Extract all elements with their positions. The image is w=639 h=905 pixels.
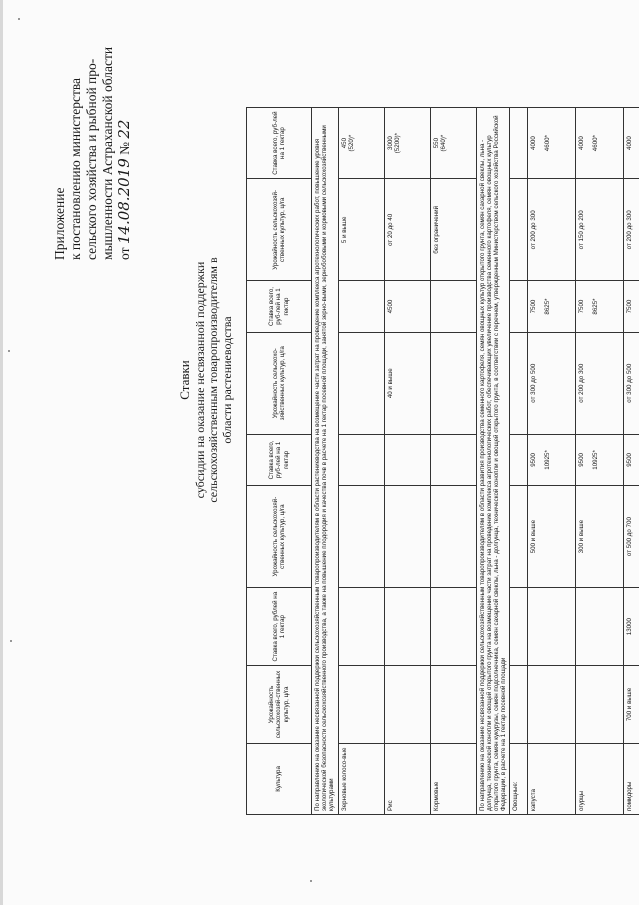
appendix-line: сельского хозяйства и рыбной про-: [84, 58, 99, 260]
rate-cell: [576, 434, 624, 485]
yield-cell: [430, 485, 476, 587]
title-line: сельскохозяйственным товаропроизводителям в: [206, 257, 220, 503]
yield-cell: от 500 до 700: [624, 485, 639, 587]
column-header: Урожайность сельскохозяй-ственных культур, ц/га: [247, 179, 312, 281]
table-row: [576, 108, 624, 815]
appendix-block: [52, 20, 133, 260]
rate-value: 7500: [578, 299, 586, 314]
rate-value-increased: 8625*: [591, 298, 599, 315]
yield-cell: 300 и выше: [576, 485, 624, 587]
yield-cell: [338, 485, 384, 587]
yield-cell: [338, 666, 384, 744]
rate-cell: [338, 108, 384, 179]
table-row: [338, 108, 384, 815]
rate-value: 9500: [578, 453, 586, 467]
title-line: области растениеводства: [219, 316, 234, 444]
yield-cell: [430, 332, 476, 434]
title-line: субсидии на оказание несвязанной поддержки: [192, 261, 207, 499]
rate-value: 550: [432, 137, 440, 149]
number-sign: №: [117, 141, 132, 155]
crop-cell: капуста: [528, 743, 576, 814]
table-row: [430, 108, 476, 815]
column-header: Культура: [247, 743, 312, 814]
handwritten-date: 14.08.2019: [115, 158, 133, 245]
rate-value: 7500: [530, 299, 538, 314]
appendix-line: к постановлению министерства: [68, 77, 83, 260]
rate-cell: [528, 434, 576, 485]
column-header: Ставка всего, руб-лей на 1 гектар: [247, 434, 312, 485]
rate-value: 9500: [530, 453, 538, 467]
yield-cell: [384, 666, 430, 744]
table-header-row: [247, 108, 312, 815]
yield-cell: 40 и выше: [384, 332, 430, 434]
rate-value-increased: (640)*: [440, 134, 448, 152]
rate-value: 3000: [386, 136, 394, 150]
rate-cell: [528, 588, 576, 666]
column-header: Ставка всего, рублей на 1 гектар: [247, 588, 312, 666]
crop-cell: Зерновые колосо-вые: [338, 743, 384, 814]
yield-cell: [430, 666, 476, 744]
column-header: Урожайность сельскохозяй-ственных культур, ц/га: [247, 485, 312, 587]
yield-cell: от 300 до 500: [528, 332, 576, 434]
yield-cell: от 200 до 300: [576, 332, 624, 434]
rate-value: 450: [340, 137, 348, 149]
section-note-row: [312, 108, 339, 815]
yield-cell: 700 и выше: [624, 666, 639, 744]
rate-cell: [384, 588, 430, 666]
yield-cell: от 300 до 500: [624, 332, 639, 434]
section-note-row: [476, 108, 510, 815]
rate-value-increased: 8625*: [543, 298, 551, 315]
crop-cell: помидоры: [624, 743, 639, 814]
yield-cell: [576, 666, 624, 744]
column-header: Урожайность сельскохо-зяйственных культур, ц/га: [247, 332, 312, 434]
yield-cell: от 200 до 300: [624, 179, 639, 281]
rate-value: 4000: [578, 136, 586, 150]
yield-cell: от 20 до 40: [384, 179, 430, 281]
rate-value-increased: 4600*: [591, 135, 599, 152]
yield-cell: [384, 485, 430, 587]
rate-cell: [430, 434, 476, 485]
yield-cell: от 150 до 200: [576, 179, 624, 281]
subsidy-rates-table: [246, 107, 639, 815]
rate-cell: [384, 108, 430, 179]
crop-cell: Рис: [384, 743, 430, 814]
appendix-from: от: [117, 247, 132, 260]
rate-cell: [384, 434, 430, 485]
rate-cell: [576, 108, 624, 179]
rate-cell: [430, 108, 476, 179]
appendix-date-line: [116, 20, 133, 260]
category-label: Овощные:: [510, 743, 528, 814]
column-header: Ставка всего, руб-лей на 1 гектар: [247, 108, 312, 179]
rate-cell: [338, 588, 384, 666]
rate-cell: [528, 108, 576, 179]
rate-value-increased: 10925*: [591, 450, 599, 470]
handwritten-number: 22: [115, 119, 133, 139]
rate-cell: [338, 434, 384, 485]
yield-cell: [528, 666, 576, 744]
column-header: Урожайность сельскохозяй-ственных культур, ц/га: [247, 666, 312, 744]
table-row: [624, 108, 639, 815]
rate-cell: 7500: [624, 281, 639, 332]
yield-cell: от 200 до 300: [528, 179, 576, 281]
section-note: По направлению на оказание несвязанной поддержки сельскохозяйственным товаропроизводителям в области растениеводства на возмещение части затрат на проведение комплекса агротехнологических работ, повышение уровня экологической безопасности сельскохозяйственного производства, а также на повышение плодородия и качества почв в расчете на 1 гектар посевной площади, занятой зерно-выми, зернобобовыми и кормовыми сельскохозяйственными культурами: [312, 108, 339, 815]
yield-cell: 5 и выше: [338, 179, 384, 281]
rate-value-increased: (520)*: [348, 134, 356, 152]
rate-cell: [338, 281, 384, 332]
rate-cell: 4000: [624, 108, 639, 179]
appendix-line: мышленности Астраханской области: [100, 46, 115, 260]
rate-cell: [430, 281, 476, 332]
rate-cell: 13000: [624, 588, 639, 666]
yield-cell: без ограничений: [430, 179, 476, 281]
column-header: Ставка всего, руб-лей на 1 гектар: [247, 281, 312, 332]
document-title: [178, 200, 234, 560]
category-row: [510, 108, 528, 815]
rate-value: 4000: [530, 136, 538, 150]
rate-value-increased: 4600*: [543, 135, 551, 152]
table-row: [384, 108, 430, 815]
title-heading: Ставки: [177, 360, 192, 400]
rate-value-increased: (5200)*: [394, 132, 402, 154]
table-row: [528, 108, 576, 815]
rate-cell: [430, 588, 476, 666]
rate-cell: [576, 281, 624, 332]
rate-cell: [576, 588, 624, 666]
rate-value-increased: 10925*: [543, 450, 551, 470]
rate-cell: 4500: [384, 281, 430, 332]
crop-cell: огурцы: [576, 743, 624, 814]
section-note: По направлению на оказание несвязанной поддержки сельскохозяйственным товаропроизводителям в области развития производства семенного картофеля, семян овощных культур открытого грунта, семян сахарной свеклы, льна - долгунца, технической конопли и овощей открытого грунта на возмещение части затрат на проведение комплекса агротехнологических работ, обеспечивающих увеличение производства семенного картофеля, семян овощных культур открытого грунта, семян кукурузы, семян подсолнечника, семян сахарной свеклы, льна - долгунца, технической конопли и овощей открытого грунта, в соответствии с перечнем, утвержденным Министерством сельского хозяйства Российской Федерации, в расчете на 1 гектар посевной площади: [476, 108, 510, 815]
yield-cell: [338, 332, 384, 434]
appendix-line: Приложение: [52, 187, 67, 260]
rate-cell: [528, 281, 576, 332]
crop-cell: Кормовые: [430, 743, 476, 814]
rate-cell: 9500: [624, 434, 639, 485]
yield-cell: 500 и выше: [528, 485, 576, 587]
